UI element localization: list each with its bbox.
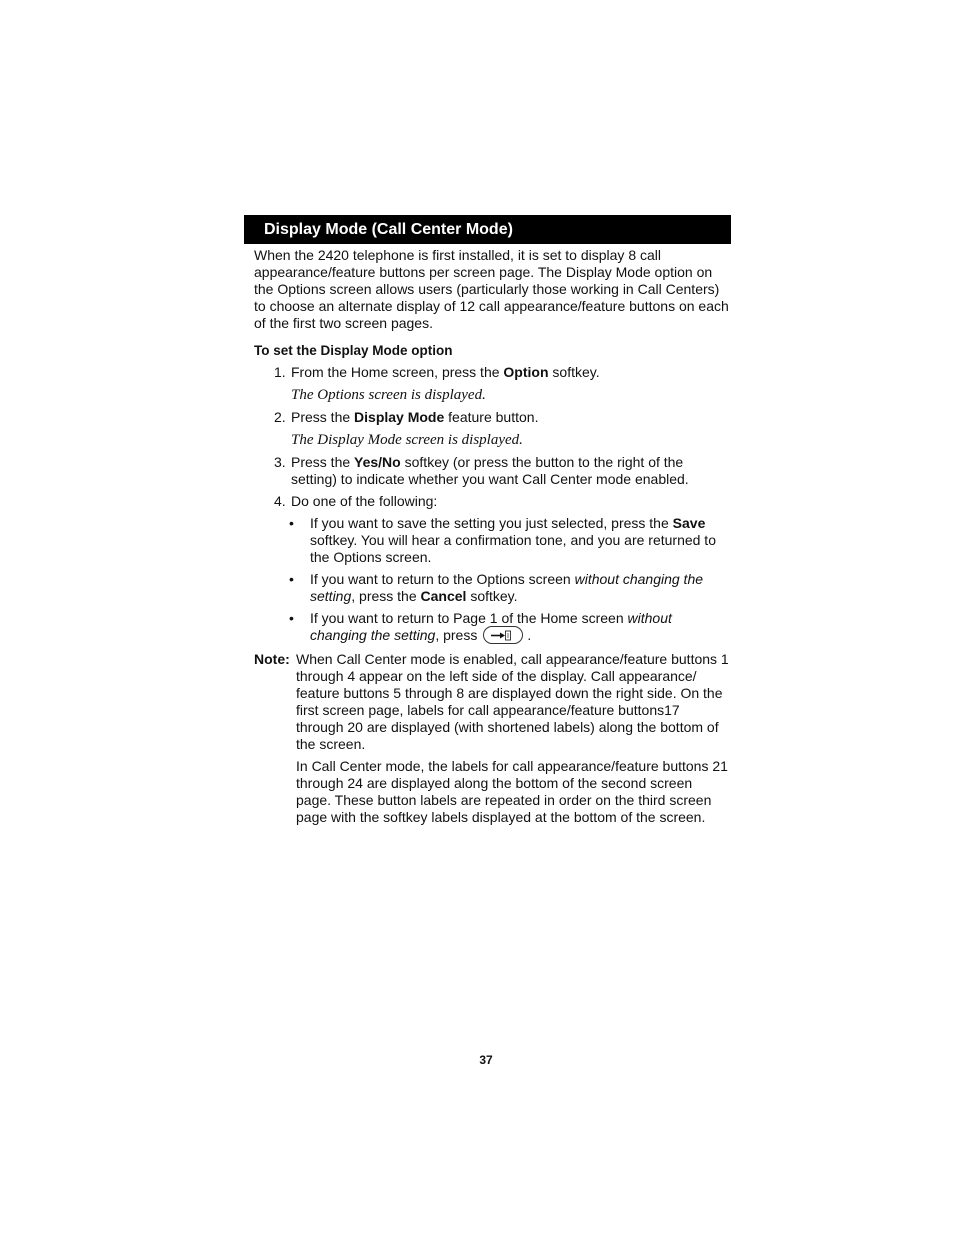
step-1-number: 1. xyxy=(274,364,286,380)
bullet-2-text-mid: , press the xyxy=(351,588,421,604)
note-label: Note: xyxy=(254,651,290,667)
bullet-1-text-end: softkey. You will hear a confirmation tone, and you are returned to the Options screen. xyxy=(310,532,716,565)
step-2-text: Press the xyxy=(291,409,355,425)
bullet-3-text: If you want to return to Page 1 of the Home screen xyxy=(310,610,628,626)
intro-paragraph: When the 2420 telephone is first installed, it is set to display 8 call appearance/feature buttons per screen page. The Display Mode option on the Options screen allows users (particularly those working in Call Centers) to choose an alternate display of 12 call appearance/feature buttons on each of the first two screen pages. xyxy=(254,247,729,331)
step-4: Do one of the following: xyxy=(291,493,438,509)
home-button-icon xyxy=(483,626,523,644)
step-3-text-end: softkey (or press the button to the right of the setting) to indicate whether you want Call Center mode enabled. xyxy=(291,454,689,487)
step-2-result: The Display Mode screen is displayed. xyxy=(291,432,523,448)
cancel-softkey-label: Cancel xyxy=(420,588,467,604)
bullet-2-mark: • xyxy=(289,571,294,587)
bullet-3-text-end: . xyxy=(527,627,532,643)
bullet-3-mark: • xyxy=(289,610,294,626)
save-softkey-label: Save xyxy=(672,515,706,531)
bullet-1-text: If you want to save the setting you just selected, press the xyxy=(310,515,673,531)
procedure-heading: To set the Display Mode option xyxy=(254,343,453,358)
page-number: 37 xyxy=(479,1053,493,1067)
bullet-3 xyxy=(310,610,730,645)
step-3 xyxy=(291,454,731,488)
step-1 xyxy=(291,364,731,381)
note-paragraph-1: When Call Center mode is enabled, call appearance/feature buttons 1 through 4 appear on the left side of the display. Call appearance/ feature buttons 5 through 8 are displayed down the right side. On the first screen page, labels for call appearance/feature buttons17 through 20 are displayed (with shortened labels) along the bottom of the screen. xyxy=(296,651,729,752)
yes-no-softkey-label: Yes/No xyxy=(354,454,401,470)
step-3-text: Press the xyxy=(291,454,355,470)
display-mode-button-label: Display Mode xyxy=(354,409,445,425)
step-1-text-end: softkey. xyxy=(548,364,600,380)
step-3-number: 3. xyxy=(274,454,286,470)
bullet-2-emphasis: without changing the setting xyxy=(310,571,704,604)
step-1-text: From the Home screen, press the xyxy=(291,364,504,380)
step-2-text-end: feature button. xyxy=(444,409,539,425)
bullet-2-text-end: softkey. xyxy=(466,588,518,604)
bullet-2-text: If you want to return to the Options screen xyxy=(310,571,575,587)
option-softkey-label: Option xyxy=(503,364,549,380)
step-1-result: The Options screen is displayed. xyxy=(291,387,486,403)
bullet-3-text-mid: , press xyxy=(435,627,478,643)
bullet-3-emphasis: without changing the setting xyxy=(310,610,672,643)
note-paragraph-2: In Call Center mode, the labels for call appearance/feature buttons 21 through 24 are displayed along the bottom of the second screen page. These button labels are repeated in order on the third screen page with the softkey labels displayed at the bottom of the screen. xyxy=(296,758,728,825)
step-4-number: 4. xyxy=(274,493,286,509)
step-2 xyxy=(291,409,731,426)
section-title: Display Mode (Call Center Mode) xyxy=(244,215,731,244)
bullet-2 xyxy=(310,571,728,605)
bullet-1-mark: • xyxy=(289,515,294,531)
bullet-1 xyxy=(310,515,728,566)
step-2-number: 2. xyxy=(274,409,286,425)
